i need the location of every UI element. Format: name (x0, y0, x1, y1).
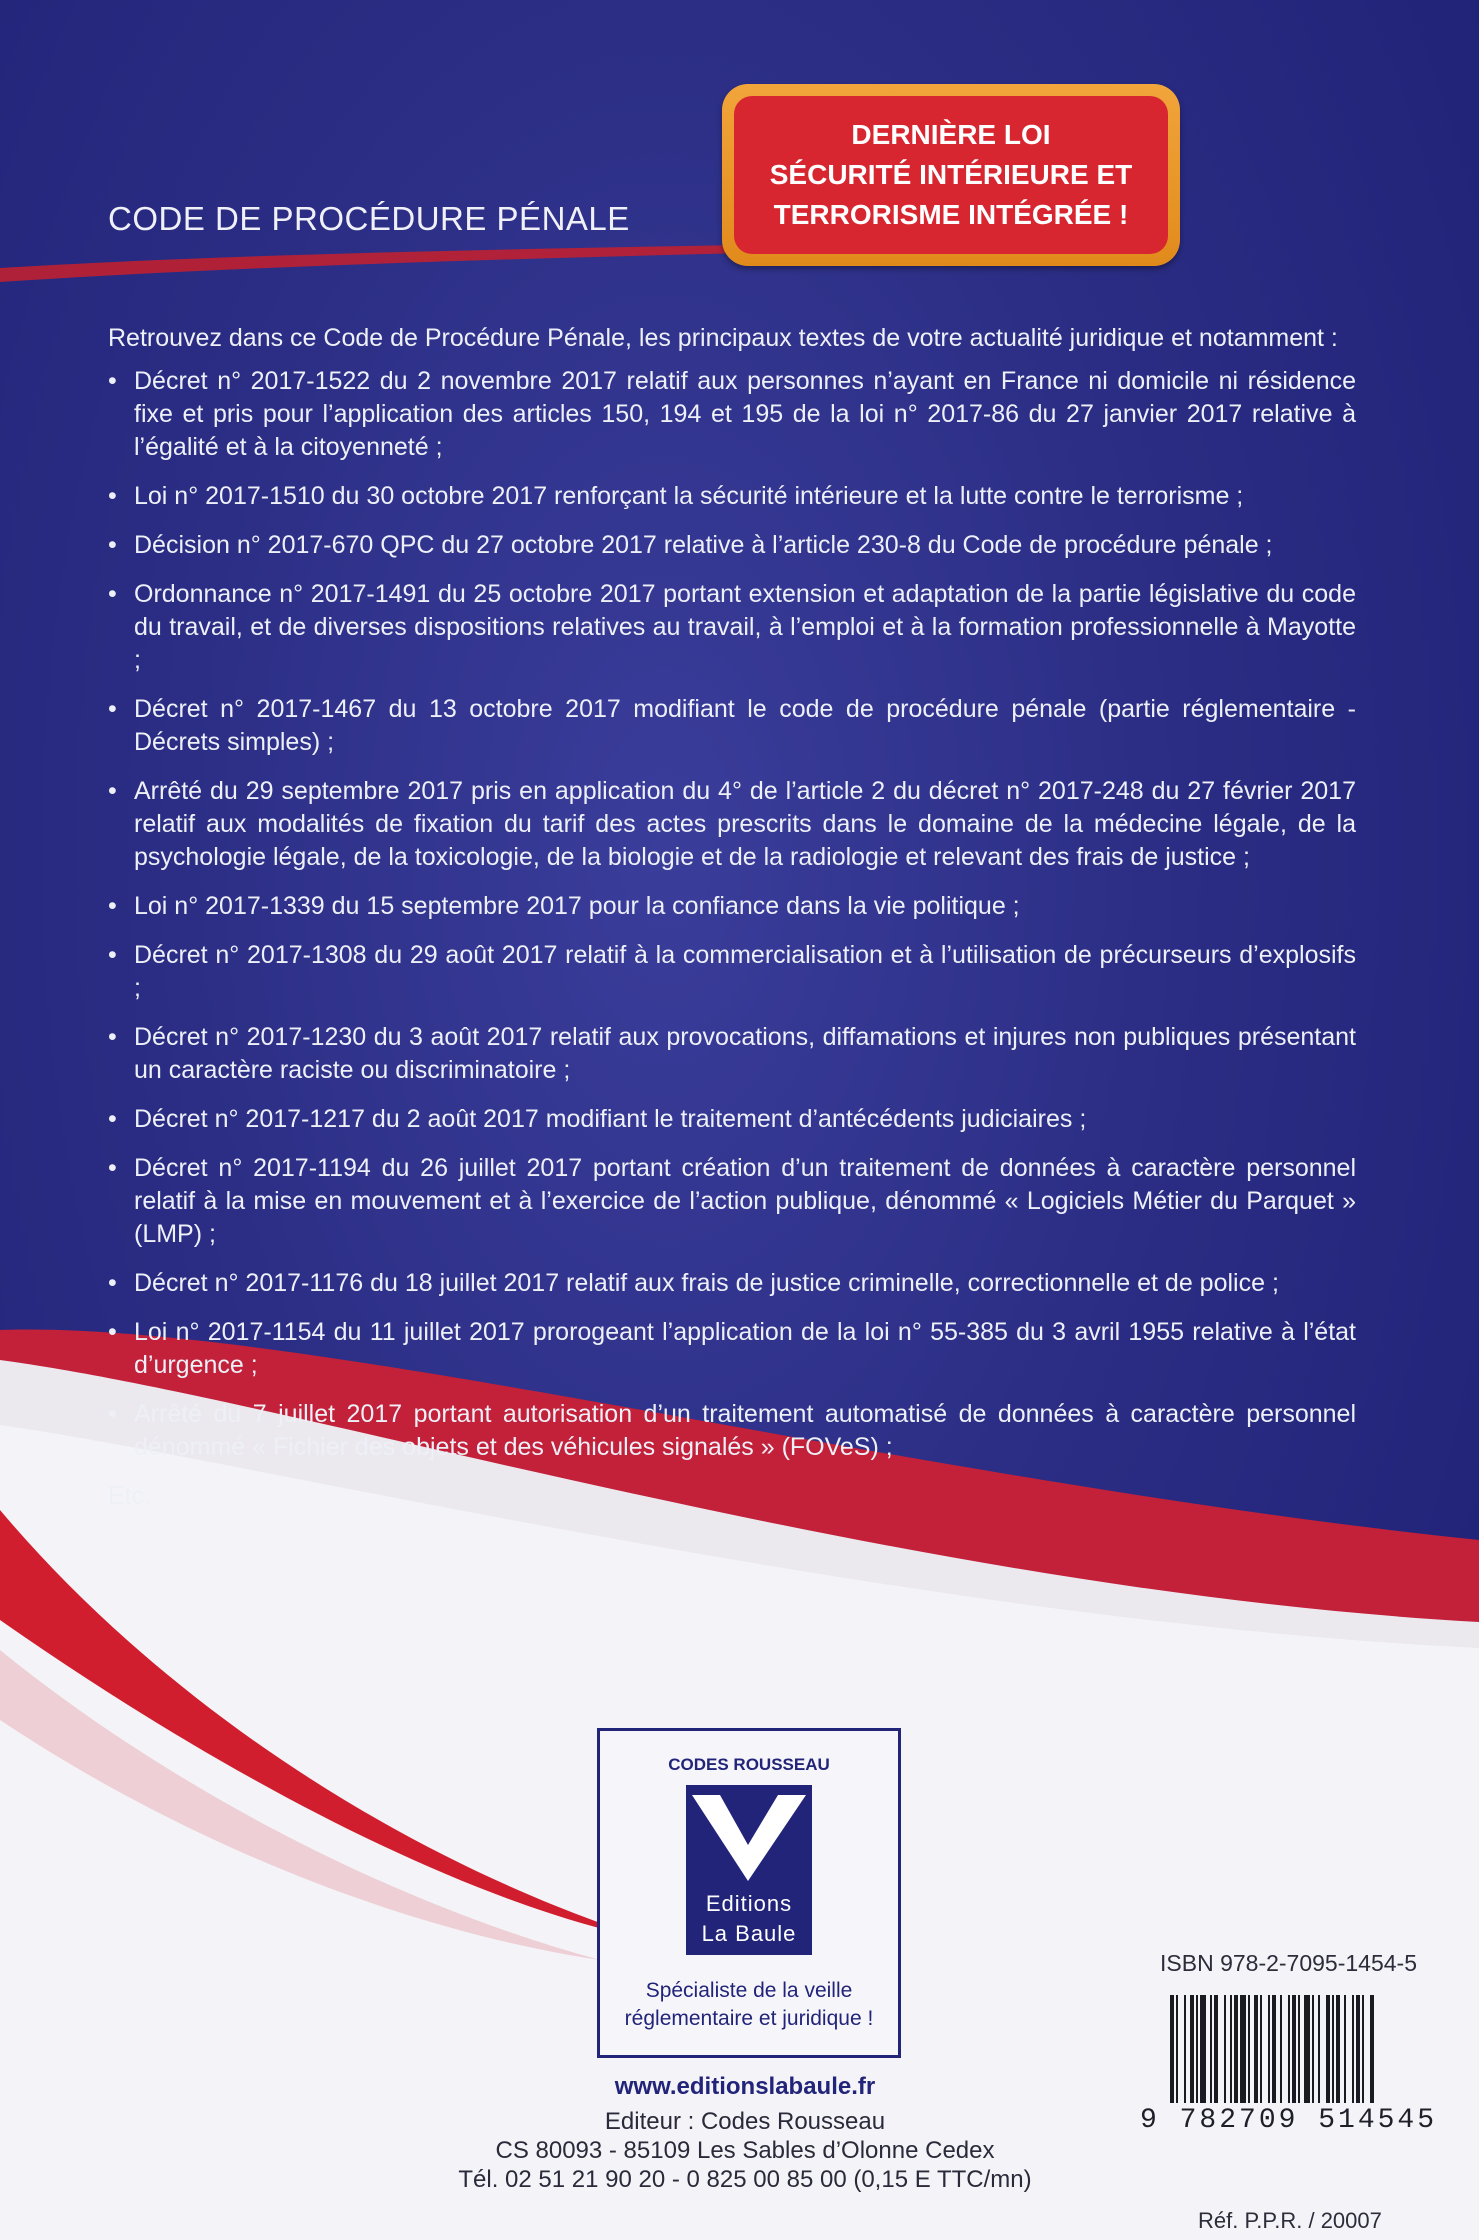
promo-badge-inner (734, 96, 1168, 254)
publisher-info (440, 2072, 1050, 2194)
barcode-bar (1268, 1995, 1270, 2103)
book-title: CODE DE PROCÉDURE PÉNALE (108, 200, 630, 237)
list-item: • Arrêté du 7 juillet 2017 portant autorisation d’un traitement automatisé de données à caractère personnel dénommé « Fichier des objets et des véhicules signalés » (FOVeS) ; (108, 1398, 1356, 1464)
tagline-line-2: réglementaire et juridique ! (624, 2007, 874, 2030)
barcode-bar (1214, 1995, 1218, 2103)
list-item: • Décret n° 2017-1230 du 3 août 2017 relatif aux provocations, diffamations et injures non publiques présentant un caractère raciste ou discriminatoire ; (108, 1021, 1356, 1087)
logo-editions-text: Editions (705, 1891, 793, 1916)
legal-texts-list (108, 365, 1356, 1464)
reference-number: Réf. P.P.R. / 20007 (1198, 2208, 1382, 2233)
list-item: • Ordonnance n° 2017-1491 du 25 octobre 2017 portant extension et adaptation de la partie législative du code du travail, et de diverses dispositions relatives au travail, à l’emploi et à la formation professionnelle à Mayotte ; (108, 578, 1356, 677)
barcode-bar (1370, 1995, 1374, 2103)
barcode-bar (1190, 1995, 1194, 2103)
promo-badge (722, 84, 1180, 266)
list-item: • Décision n° 2017-670 QPC du 27 octobre 2017 relative à l’article 230-8 du Code de procédure pénale ; (108, 529, 1356, 562)
intro-paragraph: Retrouvez dans ce Code de Procédure Pénale, les principaux textes de votre actualité juridique et notamment : (108, 324, 1338, 352)
logo-tagline (610, 1977, 888, 2033)
publisher-line: Tél. 02 51 21 90 20 - 0 825 00 85 00 (0,15 E TTC/mn) (458, 2166, 1032, 2193)
list-item: • Décret n° 2017-1176 du 18 juillet 2017 relatif aux frais de justice criminelle, correctionnelle et de police ; (108, 1267, 1356, 1300)
barcode-bar (1304, 1995, 1310, 2103)
logo-brand-name: CODES ROUSSEAU (668, 1755, 830, 1774)
barcode-bar (1248, 1995, 1250, 2103)
barcode-bar (1332, 1995, 1334, 2103)
publisher-line: CS 80093 - 85109 Les Sables d’Olonne Cedex (495, 2137, 995, 2164)
publisher-logo (597, 1728, 901, 2058)
list-item: • Décret n° 2017-1194 du 26 juillet 2017 portant création d’un traitement de données à caractère personnel relatif à la mise en mouvement et à l’exercice de l’action publique, dénommé « Logiciels Métier du Parquet » (LMP) ; (108, 1152, 1356, 1251)
barcode-bar (1272, 1995, 1276, 2103)
list-item: • Loi n° 2017-1339 du 15 septembre 2017 pour la confiance dans la vie politique ; (108, 890, 1356, 923)
barcode-bar (1312, 1995, 1314, 2103)
barcode-bar (1362, 1995, 1364, 2103)
logo-place-text: La Baule (701, 1921, 797, 1946)
summary-text (108, 322, 1356, 1513)
barcode-bar (1318, 1995, 1320, 2103)
barcode-bar (1184, 1995, 1186, 2103)
website-link[interactable]: www.editionslabaule.fr (614, 2073, 876, 2100)
barcode-bar (1260, 1995, 1262, 2103)
barcode-bar (1176, 1995, 1178, 2103)
badge-line-3: TERRORISME INTÉGRÉE ! (773, 199, 1129, 230)
barcode-bar (1288, 1995, 1290, 2103)
barcode-digits: 9 782709 514545 (1140, 2105, 1438, 2136)
barcode-bar (1292, 1995, 1296, 2103)
barcode-bar (1336, 1995, 1340, 2103)
barcode-bar (1344, 1995, 1346, 2103)
list-item: • Décret n° 2017-1467 du 13 octobre 2017 modifiant le code de procédure pénale (partie réglementaire - Décrets simples) ; (108, 693, 1356, 759)
list-item: • Décret n° 2017-1308 du 29 août 2017 relatif à la commercialisation et à l’utilisation de précurseurs d’explosifs ; (108, 939, 1356, 1005)
barcode-bar (1326, 1995, 1330, 2103)
barcode-icon (1168, 1995, 1446, 2103)
tagline-line-1: Spécialiste de la veille (645, 1979, 853, 2002)
etc-text: Etc. (108, 1482, 152, 1510)
barcode-bar (1280, 1995, 1282, 2103)
list-item: • Arrêté du 29 septembre 2017 pris en application du 4° de l’article 2 du décret n° 2017-248 du 27 février 2017 relatif aux modalités de fixation du tarif des actes prescrits dans le domaine de la médecine légale, de la psychologie légale, de la toxicologie, de la biologie et de la radiologie et relevant des frais de justice ; (108, 775, 1356, 874)
barcode-bar (1210, 1995, 1212, 2103)
barcode-bar (1230, 1995, 1232, 2103)
publisher-line: Editeur : Codes Rousseau (604, 2108, 886, 2135)
barcode-bar (1196, 1995, 1198, 2103)
barcode-bar (1234, 1995, 1238, 2103)
badge-line-2: SÉCURITÉ INTÉRIEURE ET (769, 159, 1133, 190)
barcode-bar (1224, 1995, 1226, 2103)
badge-line-1: DERNIÈRE LOI (851, 119, 1051, 150)
list-item: • Décret n° 2017-1522 du 2 novembre 2017 relatif aux personnes n’ayant en France ni domicile ni résidence fixe et pris pour l’application des articles 150, 194 et 195 de la loi n° 2017-86 du 27 janvier 2017 relative à l’égalité et à la citoyenneté ; (108, 365, 1356, 464)
barcode-bar (1240, 1995, 1246, 2103)
isbn-label: ISBN 978-2-7095-1454-5 (1160, 1950, 1417, 1976)
list-item: • Décret n° 2017-1217 du 2 août 2017 modifiant le traitement d’antécédents judiciaires ; (108, 1103, 1356, 1136)
barcode-bar (1356, 1995, 1360, 2103)
list-item: • Loi n° 2017-1510 du 30 octobre 2017 renforçant la sécurité intérieure et la lutte contre le terrorisme ; (108, 480, 1356, 513)
barcode-bar (1200, 1995, 1206, 2103)
barcode-bar (1170, 1995, 1174, 2103)
list-item: • Loi n° 2017-1154 du 11 juillet 2017 prorogeant l’application de la loi n° 55-385 du 3 avril 1955 relative à l’état d’urgence ; (108, 1316, 1356, 1382)
barcode-bar (1352, 1995, 1354, 2103)
barcode-bar (1298, 1995, 1300, 2103)
barcode-bar (1254, 1995, 1258, 2103)
